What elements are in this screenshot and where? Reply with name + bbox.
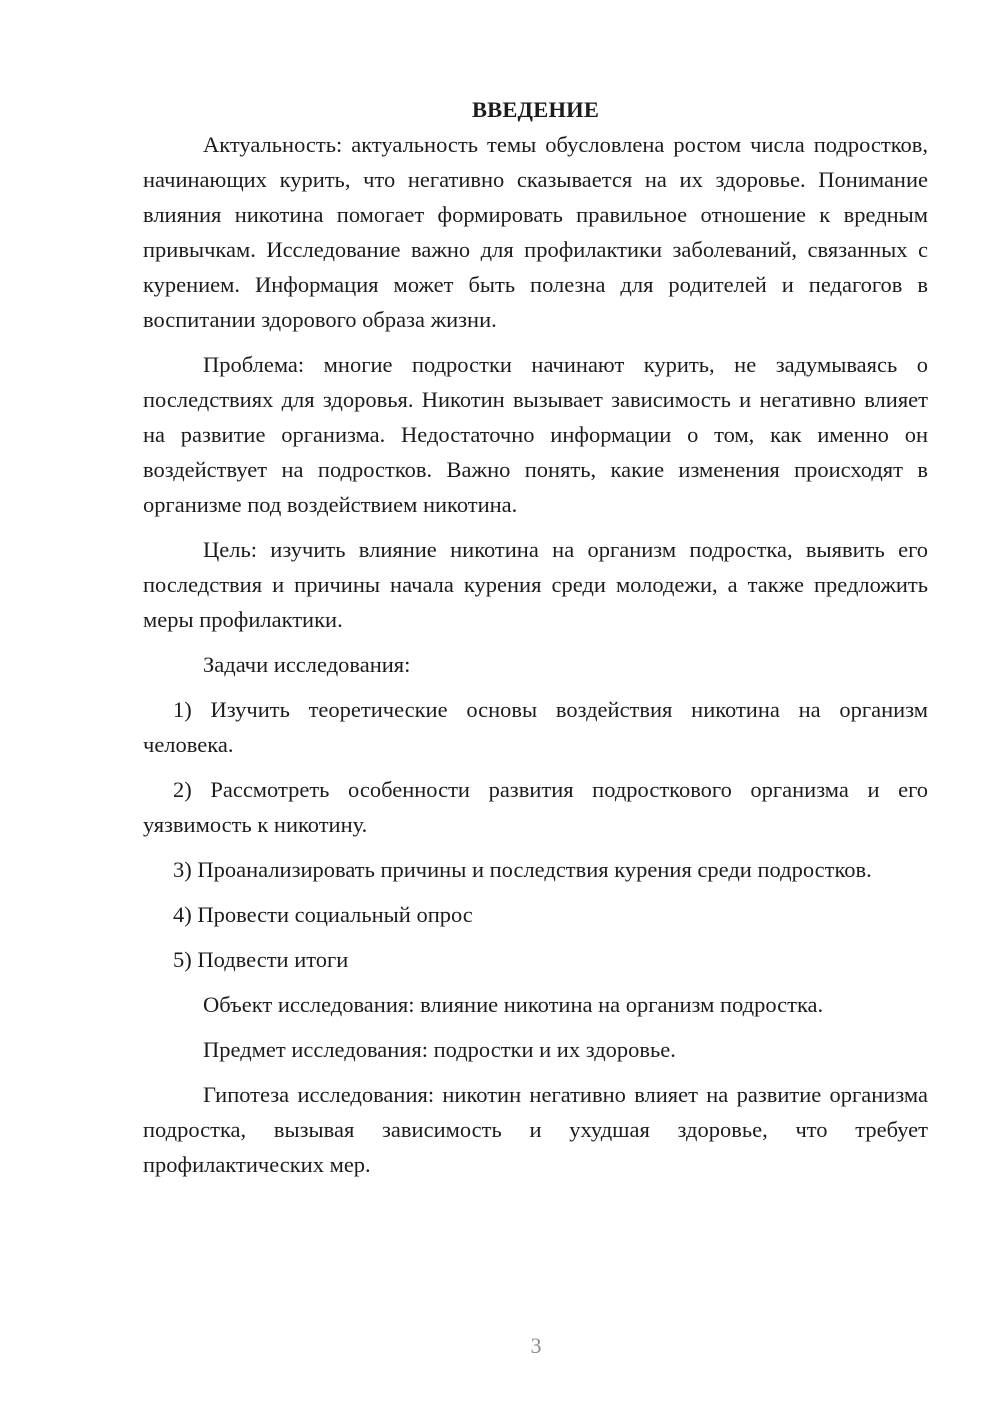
research-object-paragraph: Объект исследования: влияние никотина на организм подростка. bbox=[203, 992, 824, 1017]
task-item-2: 2) Рассмотреть особенности развития подросткового организма и его уязвимость к никотину. bbox=[143, 777, 928, 837]
research-subject-paragraph: Предмет исследования: подростки и их здоровье. bbox=[203, 1037, 676, 1062]
problem-paragraph: Проблема: многие подростки начинают курить, не задумываясь о последствиях для здоровья. Никотин вызывает зависимость и негативно влияет на развитие организма. Недостаточно информации о том, как именно он воздействует на подростков. Важно понять, какие изменения происходят в организме под воздействием никотина. bbox=[143, 352, 928, 517]
section-heading: ВВЕДЕНИЕ bbox=[471, 97, 600, 122]
task-item-1: 1) Изучить теоретические основы воздействия никотина на организм человека. bbox=[143, 697, 928, 757]
goal-paragraph: Цель: изучить влияние никотина на организм подростка, выявить его последствия и причины начала курения среди молодежи, а также предложить меры профилактики. bbox=[143, 537, 928, 632]
task-item-5: 5) Подвести итоги bbox=[173, 947, 349, 972]
tasks-heading: Задачи исследования: bbox=[203, 652, 411, 677]
task-item-3: 3) Проанализировать причины и последствия курения среди подростков. bbox=[173, 857, 872, 882]
relevance-paragraph: Актуальность: актуальность темы обусловлена ростом числа подростков, начинающих курить, что негативно сказывается на их здоровье. Понимание влияния никотина помогает формировать правильное отношение к вредным привычкам. Исследование важно для профилактики заболеваний, связанных с курением. Информация может быть полезна для родителей и педагогов в воспитании здорового образа жизни. bbox=[143, 132, 928, 332]
hypothesis-paragraph: Гипотеза исследования: никотин негативно влияет на развитие организма подростка, вызывая зависимость и ухудшая здоровье, что требует профилактических мер. bbox=[143, 1082, 928, 1177]
page-number: 3 bbox=[530, 1333, 542, 1358]
task-item-4: 4) Провести социальный опрос bbox=[173, 902, 473, 927]
document-page bbox=[143, 92, 928, 1192]
